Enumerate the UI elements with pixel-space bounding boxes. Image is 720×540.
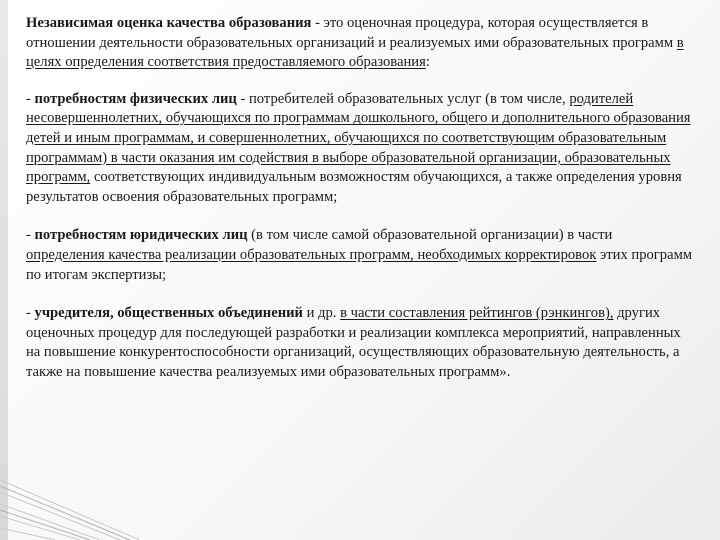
intro-paragraph bbox=[26, 14, 694, 73]
item-physical-persons bbox=[26, 90, 694, 208]
document-body bbox=[26, 14, 694, 402]
item1-dash: - bbox=[26, 90, 35, 107]
intro-term: Независимая оценка качества образования bbox=[26, 15, 312, 31]
item3-dash: - bbox=[26, 305, 35, 322]
item1-underlined: родителей несовершеннолетних, обучающихся по программам дошкольного, общего и дополнительного образования детей и иным программам, и совершеннолетних, обучающихся по соответствующим образовательным программам) в части оказания им содействия в выборе образовательной организации, образовательных программ, bbox=[26, 90, 691, 186]
item3-underlined: в части составления рейтингов (рэнкингов), bbox=[340, 305, 614, 322]
item-legal-entities bbox=[26, 226, 694, 285]
item1-term: потребностям физических лиц bbox=[34, 90, 237, 107]
item2-text: (в том числе самой образовательной организации) в части bbox=[247, 227, 613, 244]
intro-tail: : bbox=[425, 54, 430, 71]
intro-text: - это оценочная процедура, которая осуществляется в отношении деятельности образовательных организаций и реализуемых ими образовательных программ bbox=[26, 15, 677, 51]
item2-dash: - bbox=[26, 227, 35, 244]
item3-tail: других оценочных процедур для последующей разработки и реализации комплекса мероприятий, направленных на повышение конкурентоспособности организаций, осуществляющих образовательную деятельность, а также на повышение качества реализуемых ими образовательных программ». bbox=[26, 305, 681, 380]
item2-term: потребностям юридических лиц bbox=[34, 227, 248, 244]
item2-tail: этих программ по итогам экспертизы; bbox=[26, 246, 693, 283]
corner-decoration bbox=[0, 440, 140, 540]
item1-tail: соответствующих индивидуальным возможностям обучающихся, а также определения уровня результатов освоения образовательных программ; bbox=[26, 169, 682, 205]
item3-term: учредителя, общественных объединений bbox=[34, 305, 303, 322]
item-founders bbox=[26, 304, 694, 382]
item1-text: - потребителей образовательных услуг (в том числе, bbox=[236, 90, 570, 107]
item2-underlined: определения качества реализации образовательных программ, необходимых корректировок bbox=[26, 246, 597, 263]
intro-underlined: в целях определения соответствия предоставляемого образования bbox=[26, 34, 684, 71]
item3-text: и др. bbox=[302, 305, 341, 322]
